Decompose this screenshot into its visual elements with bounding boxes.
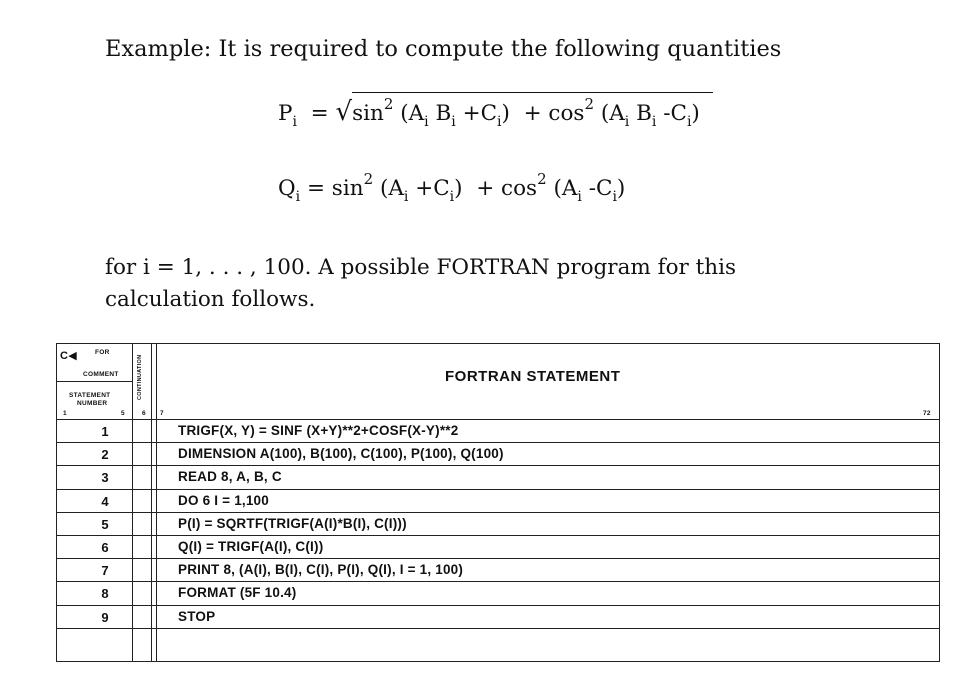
row-line [57, 535, 939, 536]
fortran-statement: PRINT 8, (A(I), B(I), C(I), P(I), Q(I), I = 1, 100) [178, 562, 464, 578]
statement-label: STATEMENT [69, 392, 111, 399]
statement-number: 1 [101, 424, 109, 439]
fortran-statement: READ 8, A, B, C [178, 469, 282, 485]
body-text-line-1: for i = 1, . . . , 100. A possible FORTRAN program for this [105, 255, 737, 280]
statement-number: 5 [101, 516, 109, 532]
equation-q: $Q_i = \sin^2 (A_i +C_i) + \cos^2 (A_i$ $-C_i$) [278, 170, 626, 205]
statement-number: 7 [101, 563, 109, 579]
row-line [57, 628, 939, 629]
body-text-line-2: calculation follows. [105, 287, 316, 312]
fortran-statement: Q(I) = TRIGF(A(I), C(I)) [178, 539, 324, 554]
statement-number: 6 [101, 540, 109, 555]
row-line [57, 581, 939, 582]
statement-number: 8 [101, 586, 109, 602]
column-divider [151, 344, 152, 661]
row-line [57, 558, 939, 559]
fortran-statement: TRIGF(X, Y) = SINF (X+Y)**2+COSF(X-Y)**2 [178, 423, 459, 438]
fortran-statement: DIMENSION A(100), B(100), C(100), P(100), Q(100) [178, 446, 504, 462]
fortran-statement: FORMAT (5F 10.4) [178, 585, 297, 601]
header-bottom-line [57, 419, 939, 420]
row-line [57, 489, 939, 490]
statement-number: 3 [101, 470, 109, 486]
comment-label: COMMENT [83, 371, 119, 378]
column-5-label: 5 [121, 410, 125, 417]
statement-number: 4 [101, 493, 109, 509]
continuation-label: CONTINUATION [137, 354, 143, 400]
column-divider [132, 344, 133, 661]
column-7-label: 7 [160, 410, 164, 417]
body-text [105, 252, 736, 316]
for-label: FOR [95, 349, 110, 356]
column-divider [156, 344, 157, 661]
fortran-statement: DO 6 I = 1,100 [178, 492, 269, 508]
equation-p: $P_i = √\sin^2$ ($A_i$ $B_i +C_i) + \cos^2 (A_i$ $B_i$ $-C_i$) [278, 92, 713, 130]
row-line [57, 465, 939, 466]
statement-number: 2 [101, 447, 109, 463]
number-label: NUMBER [77, 400, 108, 407]
column-6-label: 6 [142, 410, 146, 417]
column-72-label: 72 [923, 410, 931, 417]
fortran-statement: STOP [178, 608, 216, 624]
column-1-label: 1 [63, 410, 67, 417]
intro-text: Example: It is required to compute the following quantities [105, 36, 782, 62]
fortran-statement: P(I) = SQRTF(TRIGF(A(I)*B(I), C(I))) [178, 515, 407, 531]
statement-number: 9 [101, 609, 109, 625]
row-line [57, 442, 939, 443]
comment-marker: C◀ [60, 350, 78, 362]
row-line [57, 605, 939, 606]
fortran-coding-sheet [56, 343, 940, 662]
header-divider [57, 381, 132, 382]
fortran-statement-header: FORTRAN STATEMENT [445, 368, 621, 385]
row-line [57, 512, 939, 513]
